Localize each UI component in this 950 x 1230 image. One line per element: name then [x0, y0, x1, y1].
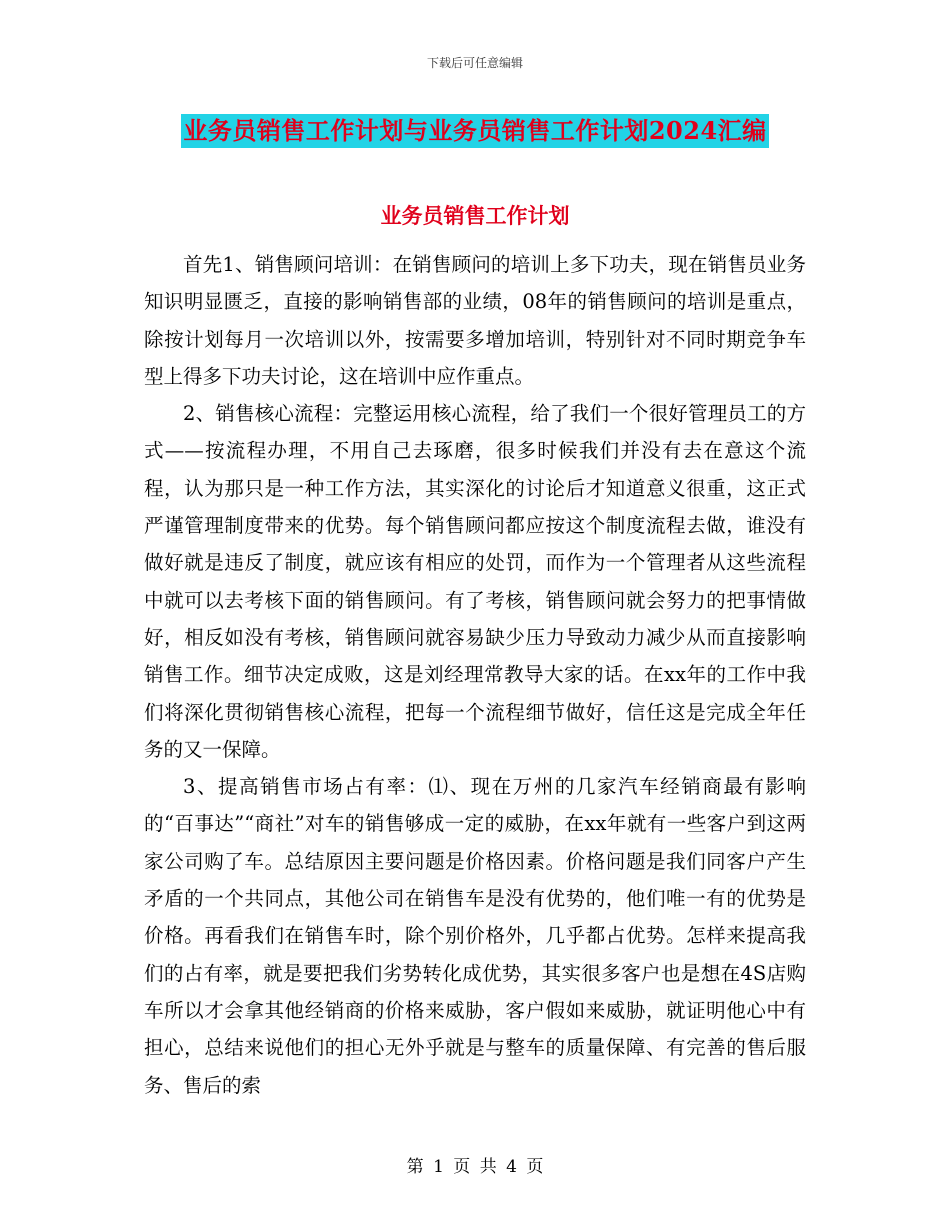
section-title: 业务员销售工作计划 — [380, 203, 570, 228]
document-body — [144, 246, 806, 1104]
paragraph-2: 2、销售核心流程：完整运用核心流程，给了我们一个很好管理员工的方式——按流程办理，不用自己去琢磨，很多时候我们并没有去在意这个流程，认为那只是一种工作方法，其实深化的讨论后才知道意义很重，这正式严谨管理制度带来的优势。每个销售顾问都应按这个制度流程去做，谁没有做好就是违反了制度，就应该有相应的处罚，而作为一个管理者从这些流程中就可以去考核下面的销售顾问。有了考核，销售顾问就会努力的把事情做好，相反如没有考核，销售顾问就容易缺少压力导致动力减少从而直接影响销售工作。细节决定成败，这是刘经理常教导大家的话。在xx年的工作中我们将深化贯彻销售核心流程，把每一个流程细节做好，信任这是完成全年任务的又一保障。 — [144, 402, 806, 761]
page-number: 第 1 页 共 4 页 — [406, 1157, 544, 1177]
document-title-wrap — [0, 114, 950, 148]
document-title: 业务员销售工作计划与业务员销售工作计划2024汇编 — [181, 114, 768, 148]
header-note: 下载后可任意编辑 — [426, 56, 523, 70]
paragraph-1: 首先1、销售顾问培训：在销售顾问的培训上多下功夫，现在销售员业务知识明显匮乏，直接的影响销售部的业绩，08年的销售顾问的培训是重点，除按计划每月一次培训以外，按需要多增加培训，特别针对不同时期竞争车型上得多下功夫讨论，这在培训中应作重点。 — [144, 253, 806, 388]
paragraph-3: 3、提高销售市场占有率：⑴、现在万州的几家汽车经销商最有影响的“百事达”“商社”对车的销售够成一定的威胁，在xx年就有一些客户到这两家公司购了车。总结原因主要问题是价格因素。价格问题是我们同客户产生矛盾的一个共同点，其他公司在销售车是没有优势的，他们唯一有的优势是价格。再看我们在销售车时，除个别价格外，几乎都占优势。怎样来提高我们的占有率，就是要把我们劣势转化成优势，其实很多客户也是想在4S店购车所以才会拿其他经销商的价格来威胁，客户假如来威胁，就证明他心中有担心，总结来说他们的担心无外乎就是与整车的质量保障、有完善的售后服务、售后的索 — [144, 775, 806, 1097]
